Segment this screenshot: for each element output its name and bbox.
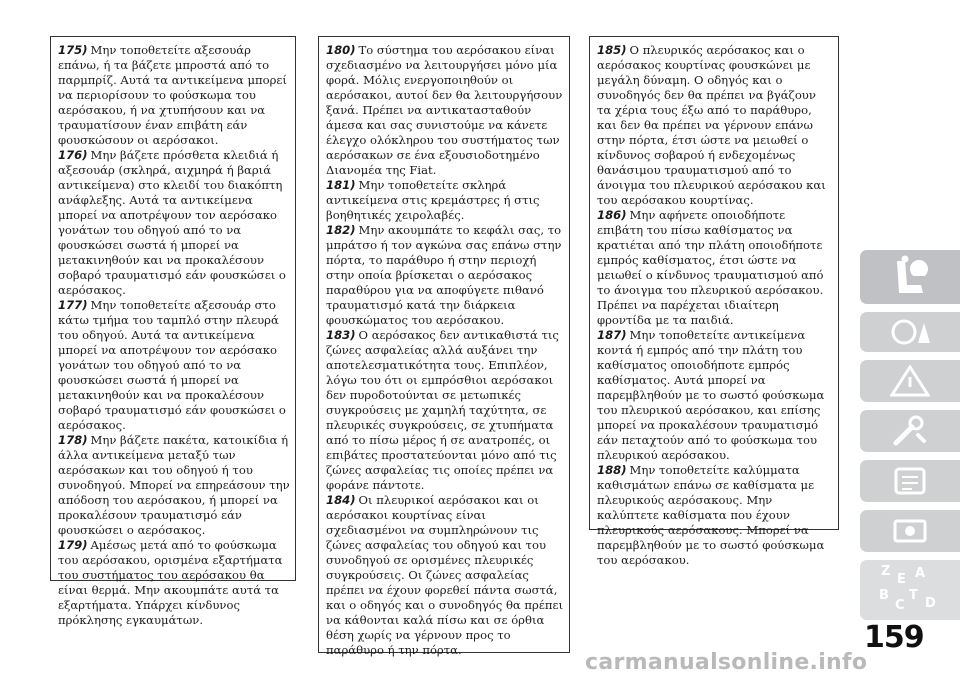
- warning-number: 187): [597, 328, 627, 342]
- warning-text: Ο αερόσακος δεν αντικαθιστά τις ζώνες ασφαλείας αλλά αυξάνει την αποτελεσματικότητα τους. Επιπλέον, λόγω του ότι οι εμπρόσθιοι αερόσακοι δεν πυροδοτούνται σε μετωπικές συγκρούσεις με χαμηλή ταχύτητα, σε πλευρικές συγκρούσεις, σε χτυπήματα από το πίσω μέρος ή σε ανατροπές, οι επιβάτες προστατεύονται μόνο από τις ζώνες ασφαλείας τις οποίες πρέπει να φοράνε πάντοτε.: [326, 328, 559, 492]
- warning-paragraph: [58, 148, 290, 298]
- warning-paragraph: [597, 208, 833, 328]
- warning-paragraph: [58, 433, 290, 538]
- index-letter: Z: [881, 564, 891, 579]
- warning-number: 185): [597, 43, 627, 57]
- warning-text: Μην αφήνετε οποιοδήποτε επιβάτη του πίσω καθίσματος να κρατιέται από την πλάτη οποιοδήποτε εμπρός καθίσματος, έτσι ώστε να μειωθεί ο κίνδυνος τραυματισμού από το άνοιγμα του πλευρικού αερόσακου. Πρέπει να παρέχεται ιδιαίτερη φροντίδα με τα παιδιά.: [597, 208, 824, 327]
- road-warning-icon: [890, 365, 930, 397]
- index-letter: D: [925, 596, 936, 611]
- page-number: 159: [864, 620, 924, 655]
- steering-warning-icon: [890, 317, 930, 347]
- index-letter: E: [897, 572, 906, 587]
- warning-number: 183): [326, 328, 356, 342]
- warning-paragraph: [326, 493, 564, 658]
- wrench-icon: [890, 415, 930, 447]
- warning-number: 181): [326, 178, 356, 192]
- watermark: carmanualsonline.info: [585, 650, 868, 675]
- maintenance-icon: [890, 465, 930, 497]
- warning-number: 178): [58, 433, 88, 447]
- tab-maintenance[interactable]: [860, 410, 960, 452]
- warning-text: Μην τοποθετείτε καλύμματα καθισμάτων επάνω σε καθίσματα με πλευρικούς αερόσακους. Μην καλύπτετε καθίσματα που έχουν πλευρικούς αερόσακους. Μπορεί να παρεμβληθούν με το σωστό φούσκωμα του αερόσακου.: [597, 463, 825, 567]
- warning-paragraph: [326, 328, 564, 493]
- warning-text: Οι πλευρικοί αερόσακοι και οι αερόσακοι κουρτίνας είναι σχεδιασμένοι να συμπληρώνουν τις ζώνες ασφαλείας του οδηγού και του συνοδηγού σε ορισμένες πλευρικές συγκρούσεις. Οι ζώνες ασφαλείας πρέπει να έχουν φορεθεί πάντα σωστά, και ο οδηγός και ο συνοδηγός θα πρέπει να κάθονται καλά πίσω και σε όρθια θέση χωρίς να γέρνουν προς το παράθυρο ή την πόρτα.: [326, 493, 564, 657]
- warning-text: Μην βάζετε πακέτα, κατοικίδια ή άλλα αντικείμενα μεταξύ των αερόσακων και του οδηγού ή του συνοδηγού. Μπορεί να επηρεάσουν την απόδοση του αερόσακου, ή μπορεί να προκαλέσουν τραυματισμό εάν φουσκώσει ο αερόσακος.: [58, 433, 290, 537]
- warning-paragraph: [597, 463, 833, 568]
- index-letter: B: [879, 588, 889, 603]
- warning-paragraph: [326, 223, 564, 328]
- warning-text: Μην ακουμπάτε το κεφάλι σας, το μπράτσο ή τον αγκώνα σας επάνω στην πόρτα, το παράθυρο ή στην περιοχή στην οποία βρίσκεται ο αερόσακος παραθύρου για να αποφύγετε πιθανό τραυματισμό κατά την διάρκεια φουσκώματος του αερόσακου.: [326, 223, 562, 327]
- index-letter: T: [909, 588, 918, 603]
- warning-number: 188): [597, 463, 627, 477]
- warning-text: Μην τοποθετείτε αξεσουάρ επάνω, ή τα βάζετε μπροστά από το παρμπρίζ. Αυτά τα αντικείμενα μπορεί να περιορίσουν το φούσκωμα του αερόσακου, ή να χτυπήσουν και να τραυματίσουν έναν επιβάτη εάν φουσκώσουν οι αερόσακοι.: [58, 43, 287, 147]
- warning-number: 184): [326, 493, 356, 507]
- alphabetical-index-icon: [875, 562, 945, 618]
- airbag-seat-icon: [883, 255, 937, 299]
- warning-paragraph: [326, 43, 564, 178]
- index-letter: C: [895, 598, 905, 613]
- index-letter: A: [915, 566, 926, 581]
- warning-text: Ο πλευρικός αερόσακος και ο αερόσακος κουρτίνας φουσκώνει με μεγάλη δύναμη. Ο οδηγός και ο συνοδηγός δεν θα πρέπει να βγάζουν τα χέρια τους έξω από το παράθυρο, και δεν θα πρέπει να γέρνουν επάνω στην πόρτα, έτσι ώστε να μειωθεί ο κίνδυνος σοβαρού ή ενδεχομένως θανάσιμου τραυματισμού από το άνοιγμα του πλευρικού αερόσακου και του αερόσακου κουρτίνας.: [597, 43, 826, 207]
- warning-paragraph: [58, 538, 290, 628]
- warning-number: 180): [326, 43, 356, 57]
- warning-text: Μην τοποθετείτε αντικείμενα κοντά ή εμπρός από την πλάτη του καθίσματος οποιοδήποτε εμπρός καθίσματος. Αυτά μπορεί να παρεμβληθούν με το σωστό φούσκωμα του πλευρικού αερόσακου, και επίσης μπορεί να προκαλέσουν τραυματισμό εάν πεταχτούν από το φούσκωμα του πλευρικού αερόσακου.: [597, 328, 825, 462]
- tab-safety[interactable]: [860, 250, 960, 304]
- warning-text: Μην τοποθετείτε σκληρά αντικείμενα στις κρεμάστρες ή στις βοηθητικές χειρολαβές.: [326, 178, 540, 222]
- warning-number: 177): [58, 298, 88, 312]
- warning-text: Το σύστημα του αερόσακου είναι σχεδιασμένο να λειτουργήσει μόνο μία φορά. Μόλις ενεργοποιηθούν οι αερόσακοι, αυτοί δεν θα λειτουργήσουν ξανά. Πρέπει να αντικατασταθούν άμεσα και σας συνιστούμε να κάνετε έλεγχο ολόκληρου του συστήματος των αερόσακων σε ένα εξουσιοδοτημένο Διανομέα της Fiat.: [326, 43, 563, 177]
- tab-alphabetical-index[interactable]: [860, 560, 960, 620]
- warning-number: 179): [58, 538, 88, 552]
- warning-text: Αμέσως μετά από το φούσκωμα του αερόσακου, ορισμένα εξαρτήματα του συστήματος του αερόσακου θα είναι θερμά. Μην ακουμπάτε αυτά τα εξαρτήματα. Υπάρχει κίνδυνος πρόκλησης εγκαυμάτων.: [58, 538, 283, 627]
- warning-number: 176): [58, 148, 88, 162]
- warning-paragraph: [326, 178, 564, 223]
- warning-text: Μην τοποθετείτε αξεσουάρ στο κάτω τμήμα του ταμπλό στην πλευρά του οδηγού. Αυτά τα αντικείμενα μπορεί να αποτρέψουν τον αερόσακο γονάτων του οδηγού από το να φουσκώσει σωστά ή μπορεί να μετακινηθούν και να προκαλέσουν σοβαρό τραυματισμό εάν φουσκώσει ο αερόσακος.: [58, 298, 286, 432]
- warning-number: 186): [597, 208, 627, 222]
- warning-text: Μην βάζετε πρόσθετα κλειδιά ή αξεσουάρ (σκληρά, αιχμηρά ή βαριά αντικείμενα) στο κλειδί του διακόπτη ανάφλεξης. Αυτά τα αντικείμενα μπορεί να αποτρέψουν τον αερόσακο γονάτων του οδηγού από το να φουσκώσει σωστά ή μπορεί να μετακινηθούν και να προκαλέσουν σοβαρό τραυματισμό εάν φουσκώσει ο αερόσακος.: [58, 148, 286, 297]
- warning-paragraph: [58, 298, 290, 433]
- warning-number: 182): [326, 223, 356, 237]
- warning-paragraph: [597, 43, 833, 208]
- warning-paragraph: [58, 43, 290, 148]
- warning-column-3: [589, 36, 839, 567]
- warning-column-2: [318, 36, 570, 657]
- tab-multimedia[interactable]: [860, 510, 960, 552]
- warning-column-1: [50, 36, 296, 627]
- tab-emergency[interactable]: [860, 360, 960, 402]
- warning-number: 175): [58, 43, 88, 57]
- warning-paragraph: [597, 328, 833, 463]
- tab-technical-data[interactable]: [860, 460, 960, 502]
- tab-starting-driving[interactable]: [860, 312, 960, 352]
- specs-icon: [890, 515, 930, 547]
